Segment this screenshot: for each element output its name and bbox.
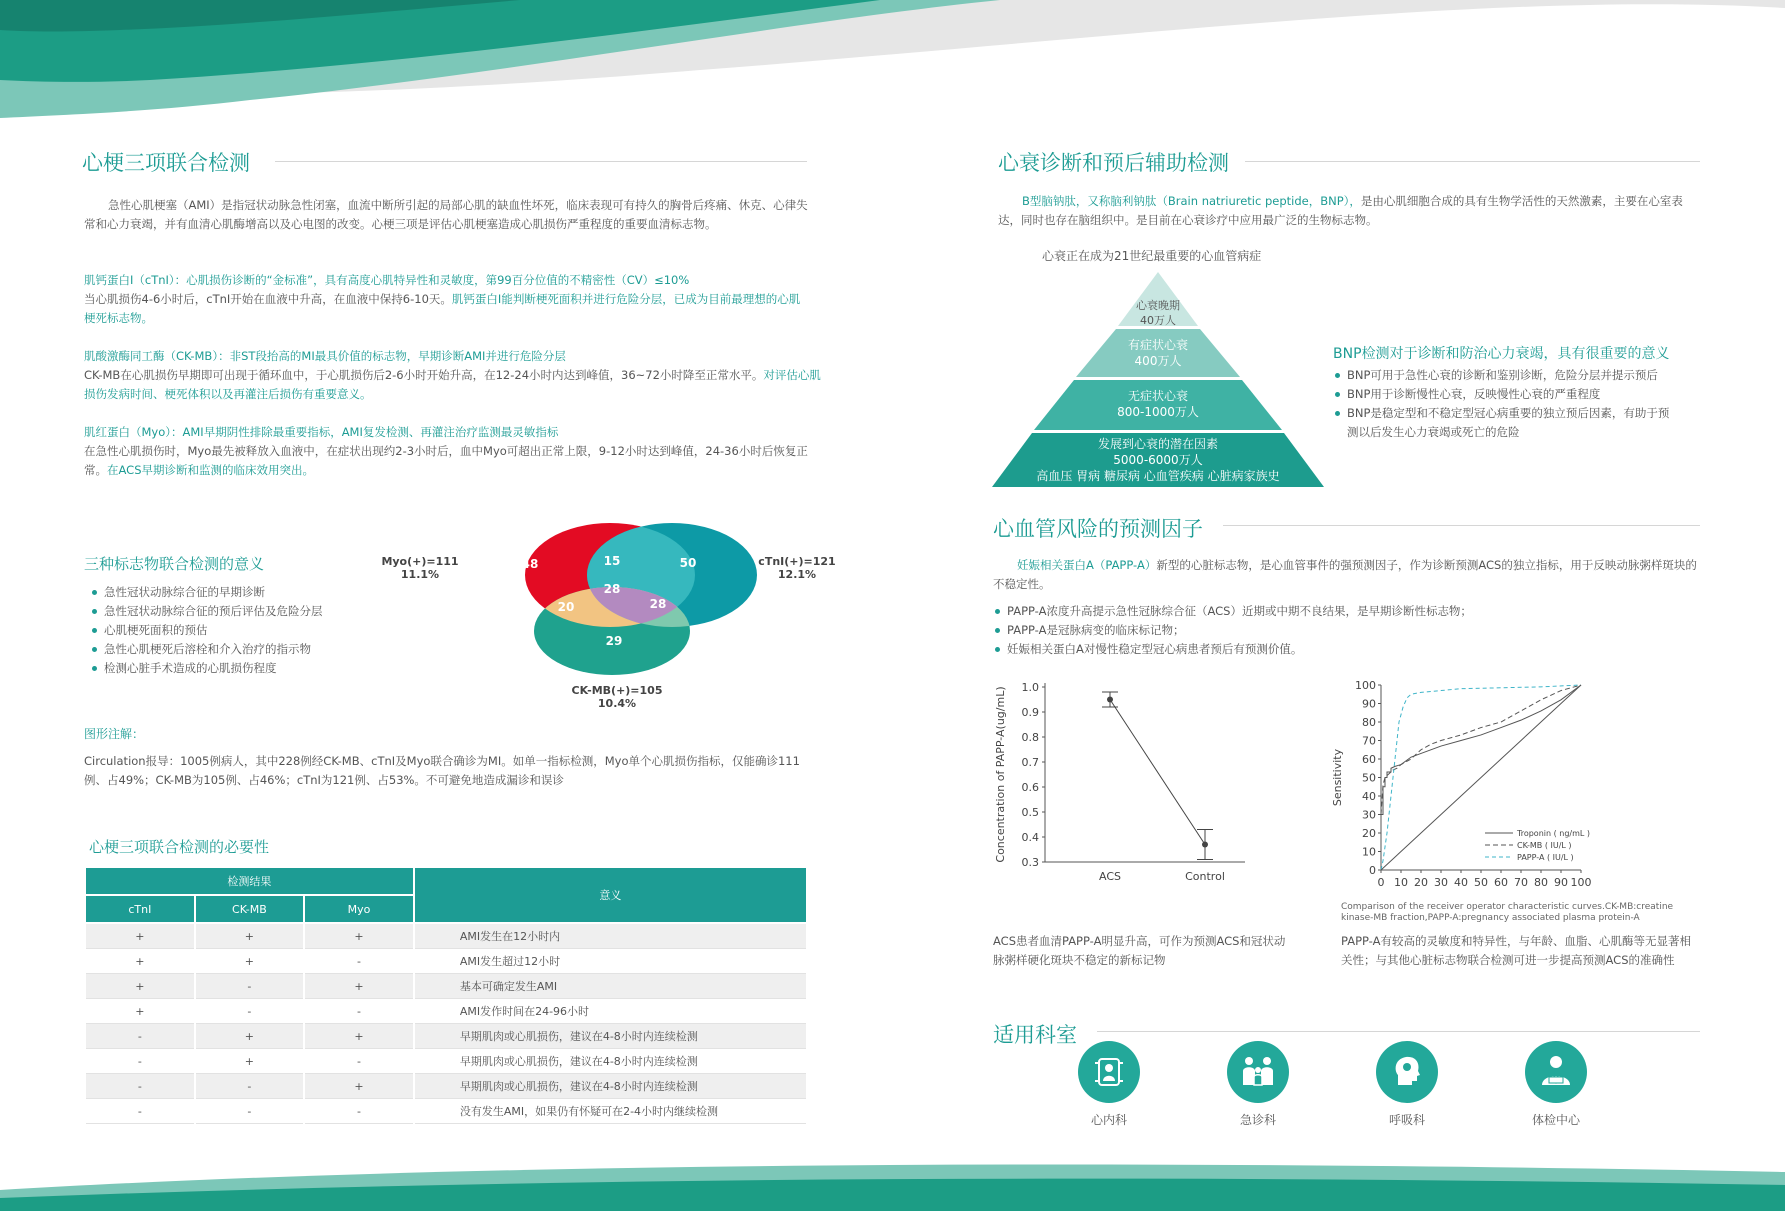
section-title-hf: 心衰诊断和预后辅助检测 <box>998 151 1229 175</box>
bnp-item-3: BNP是稳定型和不稳定型冠心病重要的独立预后因素，有助于预测以后发生心力衰竭或死亡的危险 <box>1333 404 1673 442</box>
venn-myo-pct: 11.1% <box>400 568 440 581</box>
venn-ckmb-label <box>557 684 677 710</box>
venn-all: 28 <box>603 582 621 596</box>
venn-ckmb-pct: 10.4% <box>597 697 637 710</box>
ckmb-block <box>84 347 828 404</box>
legend-label: Troponin ( ng/mL ) <box>1517 829 1591 838</box>
doctor-icon <box>1525 1041 1587 1103</box>
x-tick-label: 100 <box>1570 876 1592 889</box>
pyramid-4-factors: 高血压 胃病 糖尿病 心血管疾病 心脏病家族史 <box>1036 469 1280 483</box>
table-col-ckmb: CK-MB <box>195 895 305 923</box>
significance-item-2: 急性冠状动脉综合征的预后评估及危险分层 <box>90 602 390 621</box>
pyramid-1-label: 心衰晚期 <box>1136 299 1180 312</box>
dept-emergency-button[interactable] <box>1227 1041 1289 1103</box>
dept-cardiology-label: 心内科 <box>1090 1113 1127 1127</box>
table-cell-result: - <box>195 1074 305 1099</box>
table-col-myo: Myo <box>304 895 414 923</box>
series-line-2 <box>1381 685 1581 815</box>
venn-ctni-only: 50 <box>679 556 697 570</box>
head-icon <box>1376 1041 1438 1103</box>
venn-myo-count: Myo(+)=111 <box>381 555 459 568</box>
y-tick-label: 20 <box>1362 827 1376 840</box>
dept-respiratory-button[interactable] <box>1376 1041 1438 1103</box>
y-tick-label: 0.8 <box>1021 731 1039 744</box>
table-cell-result: - <box>304 999 414 1024</box>
venn-myo-ckmb: 20 <box>557 600 575 614</box>
venn-myo-ctni: 15 <box>603 554 621 568</box>
table-cell-meaning: 早期肌肉或心肌损伤，建议在4-8小时内连续检测 <box>414 1024 807 1049</box>
table-cell-result: - <box>85 1099 195 1124</box>
y-tick-label: 10 <box>1362 845 1376 859</box>
pyramid-2-label: 有症状心衰 <box>1127 338 1188 352</box>
ckmb-heading: 肌酸激酶同工酶（CK-MB）：非ST段抬高的MI最具价值的标志物，早期诊断AMI并进行危险分层 <box>84 349 566 363</box>
table-cell-result: + <box>85 949 195 974</box>
table-cell-result: + <box>304 923 414 949</box>
table-group-header: 检测结果 <box>85 867 414 895</box>
table-cell-result: - <box>195 999 305 1024</box>
x-tick-label: 0 <box>1377 876 1385 889</box>
venn-ctni-label <box>752 555 842 581</box>
dept-emergency-label: 急诊科 <box>1239 1113 1276 1127</box>
papp-concentration-chart <box>990 675 1260 900</box>
table-cell-result: - <box>195 1099 305 1124</box>
ctni-text: 当心肌损伤4-6小时后，cTnI开始在血液中升高，在血液中保持6-10天。 <box>84 292 452 306</box>
family-icon <box>1227 1041 1289 1103</box>
caption-papp-acs: ACS患者血清PAPP-A明显升高，可作为预测ACS和冠状动脉粥样硬化斑块不稳定的新标记物 <box>993 934 1286 967</box>
table-cell-meaning: AMI发生在12小时内 <box>414 923 807 949</box>
y-tick-label: 0.3 <box>1021 856 1039 869</box>
table-row <box>85 999 807 1024</box>
ctni-block <box>84 271 808 328</box>
pyramid-caption: 心衰正在成为21世纪最重要的心血管病症 <box>1042 249 1262 263</box>
pyramid-1-count: 40万人 <box>1140 314 1176 327</box>
y-tick-label: 40 <box>1362 790 1376 803</box>
papp-item-3: 妊娠相关蛋白A对慢性稳定型冠心病患者预后有预测价值。 <box>993 640 1701 659</box>
venn-ctni-ckmb: 28 <box>649 597 667 611</box>
ckmb-highlight: 对评估心肌损伤发病时间、梗死体积以及再灌注后损伤有重要意义。 <box>84 368 821 401</box>
pyramid-text-1 <box>1088 298 1228 328</box>
y-axis-label: Concentration of PAPP-A(ug/mL) <box>994 686 1007 863</box>
table-cell-result: - <box>304 949 414 974</box>
y-tick-label: 50 <box>1362 771 1376 785</box>
dept-checkup-button[interactable] <box>1525 1041 1587 1103</box>
table-meaning-header: 意义 <box>414 867 807 923</box>
table-row <box>85 1099 807 1124</box>
table-cell-result: - <box>195 974 305 999</box>
table-col-ctni: cTnI <box>85 895 195 923</box>
y-tick-label: 1.0 <box>1021 681 1039 694</box>
legend-label: PAPP-A ( IU/L ) <box>1517 853 1574 862</box>
bottom-decoration <box>0 1160 1785 1211</box>
table-cell-meaning: AMI发作时间在24-96小时 <box>414 999 807 1024</box>
table-cell-result: + <box>85 923 195 949</box>
venn-ckmb-count: CK-MB(+)=105 <box>571 684 663 697</box>
bnp-intro-hl: B型脑钠肽，又称脑利钠肽（Brain natriuretic peptide，BNP）， <box>1022 194 1361 208</box>
data-line <box>1110 700 1205 845</box>
pyramid-text-4 <box>998 436 1318 484</box>
ckmb-text: CK-MB在心肌损伤早期即可出现于循环血中，于心肌损伤后2-6小时开始升高，在12-24小时内达到峰值，36~72小时降至正常水平。 <box>84 368 764 382</box>
pyramid-text-3 <box>1078 388 1238 420</box>
table-row <box>85 949 807 974</box>
table-cell-meaning: AMI发生超过12小时 <box>414 949 807 974</box>
y-axis-label: Sensitivity <box>1331 748 1344 807</box>
table-row <box>85 1049 807 1074</box>
mi-intro: 急性心肌梗塞（AMI）是指冠状动脉急性闭塞，血流中断所引起的局部心肌的缺血性坏死，临床表现可有持久的胸骨后疼痛、休克、心律失常和心力衰竭，并有血清心肌酶增高以及心电图的改变。心梗三项是评估心肌梗塞造成心肌损伤严重程度的重要血清标志物。 <box>84 198 808 231</box>
table-row <box>85 974 807 999</box>
venn-ctni-pct: 12.1% <box>777 568 817 581</box>
x-tick-label: 10 <box>1394 876 1408 889</box>
table-cell-meaning: 早期肌肉或心肌损伤，建议在4-8小时内连续检测 <box>414 1074 807 1099</box>
table-cell-result: + <box>85 974 195 999</box>
papp-list <box>993 602 1701 659</box>
table-cell-result: + <box>195 1049 305 1074</box>
significance-item-5: 检测心脏手术造成的心肌损伤程度 <box>90 659 390 678</box>
x-tick-label: 30 <box>1434 876 1448 889</box>
table-cell-result: + <box>85 999 195 1024</box>
roc-chart <box>1325 675 1615 900</box>
pyramid-3-count: 800-1000万人 <box>1117 405 1199 419</box>
papp-item-2: PAPP-A是冠脉病变的临床标记物； <box>993 621 1701 640</box>
y-tick-label: 0.4 <box>1021 831 1039 844</box>
venn-myo-label <box>375 555 465 581</box>
table-row <box>85 1074 807 1099</box>
venn-ctni-count: cTnI(+)=121 <box>758 555 836 568</box>
myo-highlight: 在ACS早期诊断和监测的临床效用突出。 <box>107 463 314 477</box>
dept-checkup-label: 体检中心 <box>1531 1113 1580 1127</box>
venn-myo-only: 48 <box>521 557 539 571</box>
bnp-intro <box>998 192 1702 230</box>
table-cell-result: + <box>195 949 305 974</box>
significance-item-3: 心肌梗死面积的预估 <box>90 621 390 640</box>
y-tick-label: 80 <box>1362 716 1376 729</box>
y-tick-label: 0.7 <box>1021 756 1039 769</box>
pyramid-4-label: 发展到心衰的潜在因素 <box>1097 437 1218 451</box>
y-tick-label: 0.9 <box>1021 706 1039 719</box>
myo-text: 在急性心肌损伤时，Myo最先被释放入血液中，在症状出现约2-3小时后，血中Myo可超出正常上限，9-12小时达到峰值，24-36小时后恢复正常。 <box>84 444 808 477</box>
table-cell-result: - <box>85 1024 195 1049</box>
significance-item-4: 急性心肌梗死后溶栓和介入治疗的指示物 <box>90 640 390 659</box>
papp-item-1: PAPP-A浓度升高提示急性冠脉综合征（ACS）近期或中期不良结果，是早期诊断性标志物； <box>993 602 1701 621</box>
x-tick-label: 60 <box>1494 876 1508 889</box>
x-tick-label: 70 <box>1514 876 1528 889</box>
papp-intro <box>993 556 1701 594</box>
bnp-significance-title: BNP检测对于诊断和防治心力衰竭，具有很重要的意义 <box>1333 346 1670 362</box>
venn-ckmb-only: 29 <box>605 634 623 648</box>
x-tick-label: Control <box>1185 870 1225 883</box>
significance-title: 三种标志物联合检测的意义 <box>84 555 265 573</box>
pyramid-3-label: 无症状心衰 <box>1127 389 1188 403</box>
x-tick-label: 80 <box>1534 876 1548 889</box>
section-title-risk: 心血管风险的预测因子 <box>993 517 1203 541</box>
heart-icon <box>1078 1041 1140 1103</box>
bnp-item-2: BNP用于诊断慢性心衰，反映慢性心衰的严重程度 <box>1333 385 1673 404</box>
table-row <box>85 923 807 949</box>
pyramid-2-count: 400万人 <box>1134 354 1182 368</box>
table-cell-result: + <box>195 923 305 949</box>
table-cell-result: - <box>304 1049 414 1074</box>
y-tick-label: 30 <box>1362 808 1376 822</box>
table-cell-result: + <box>304 1074 414 1099</box>
x-tick-label: 50 <box>1474 876 1488 889</box>
dept-respiratory-label: 呼吸科 <box>1388 1113 1425 1127</box>
table-cell-meaning: 早期肌肉或心肌损伤，建议在4-8小时内连续检测 <box>414 1049 807 1074</box>
section-title-mi: 心梗三项联合检测 <box>82 151 250 175</box>
x-tick-label: ACS <box>1099 870 1121 883</box>
y-tick-label: 0 <box>1369 864 1376 877</box>
table-cell-meaning: 基本可确定发生AMI <box>414 974 807 999</box>
significance-list <box>90 583 390 678</box>
bnp-item-1: BNP可用于急性心衰的诊断和鉴别诊断，危险分层并提示预后 <box>1333 366 1673 385</box>
figure-note-title: 图形注解： <box>84 727 145 741</box>
table-cell-result: + <box>304 1024 414 1049</box>
table-cell-result: - <box>304 1099 414 1124</box>
y-tick-label: 0.6 <box>1021 781 1039 794</box>
y-tick-label: 70 <box>1362 734 1376 748</box>
x-tick-label: 20 <box>1414 876 1428 889</box>
table-cell-meaning: 没有发生AMI，如果仍有怀疑可在2-4小时内继续检测 <box>414 1099 807 1124</box>
caption-papp-accuracy: PAPP-A有较高的灵敏度和特异性，与年龄、血脂、心肌酶等无显著相关性；与其他心脏标志物联合检测可进一步提高预测ACS的准确性 <box>1341 934 1691 967</box>
dept-cardiology-button[interactable] <box>1078 1041 1140 1103</box>
roc-caption: Comparison of the receiver operator characteristic curves.CK-MB:creatine kinase-MB fraction,PAPP-A:pregnancy associated plasma protein-A <box>1341 902 1674 923</box>
ctni-highlight: 肌钙蛋白I能判断梗死面积并进行危险分层，已成为目前最理想的心肌梗死标志物。 <box>84 292 801 325</box>
table-cell-result: - <box>85 1049 195 1074</box>
x-tick-label: 40 <box>1454 876 1468 889</box>
myo-heading: 肌红蛋白（Myo）：AMI早期阴性排除最重要指标，AMI复发检测、再灌注治疗监测最灵敏指标 <box>84 425 559 439</box>
papp-intro-hl: 妊娠相关蛋白A（PAPP-A） <box>1017 558 1157 572</box>
table-cell-result: - <box>85 1074 195 1099</box>
y-tick-label: 60 <box>1362 753 1376 766</box>
y-tick-label: 0.5 <box>1021 806 1039 819</box>
legend-label: CK-MB ( IU/L ) <box>1517 841 1572 850</box>
top-decoration <box>0 0 1785 130</box>
bnp-intro-text: 是由心肌细胞合成的具有生物学活性的天然激素，主要在心室表达，同时也存在脑组织中。是目前在心衰诊疗中应用最广泛的生物标志物。 <box>998 194 1683 227</box>
table-cell-result: + <box>304 974 414 999</box>
x-tick-label: 90 <box>1554 876 1568 889</box>
pyramid-text-2 <box>1088 337 1228 369</box>
section-title-departments: 适用科室 <box>993 1023 1077 1047</box>
pyramid-4-count: 5000-6000万人 <box>1113 453 1203 467</box>
necessity-table <box>84 866 808 1124</box>
significance-item-1: 急性冠状动脉综合征的早期诊断 <box>90 583 390 602</box>
table-cell-result: + <box>195 1024 305 1049</box>
figure-note-text: Circulation报导：1005例病人，其中228例经CK-MB、cTnI及Myo联合确诊为MI。如单一指标检测，Myo单个心肌损伤指标，仅能确诊111例、占49%；CK-MB为105例、占46%；cTnI为121例、占53%。不可避免地造成漏诊和误诊 <box>84 754 800 787</box>
table-row <box>85 1024 807 1049</box>
y-tick-label: 90 <box>1362 697 1376 711</box>
ctni-heading: 肌钙蛋白I（cTnI）：心肌损伤诊断的“金标准”，具有高度心肌特异性和灵敏度，第99百分位值的不精密性（CV）≤10% <box>84 273 690 287</box>
y-tick-label: 100 <box>1355 679 1376 692</box>
table-title: 心梗三项联合检测的必要性 <box>89 838 270 856</box>
bnp-list <box>1333 366 1673 442</box>
papp-intro-text: 新型的心脏标志物，是心血管事件的强预测因子，作为诊断预测ACS的独立指标，用于反映动脉粥样斑块的不稳定性。 <box>993 558 1697 591</box>
myo-block <box>84 423 808 480</box>
